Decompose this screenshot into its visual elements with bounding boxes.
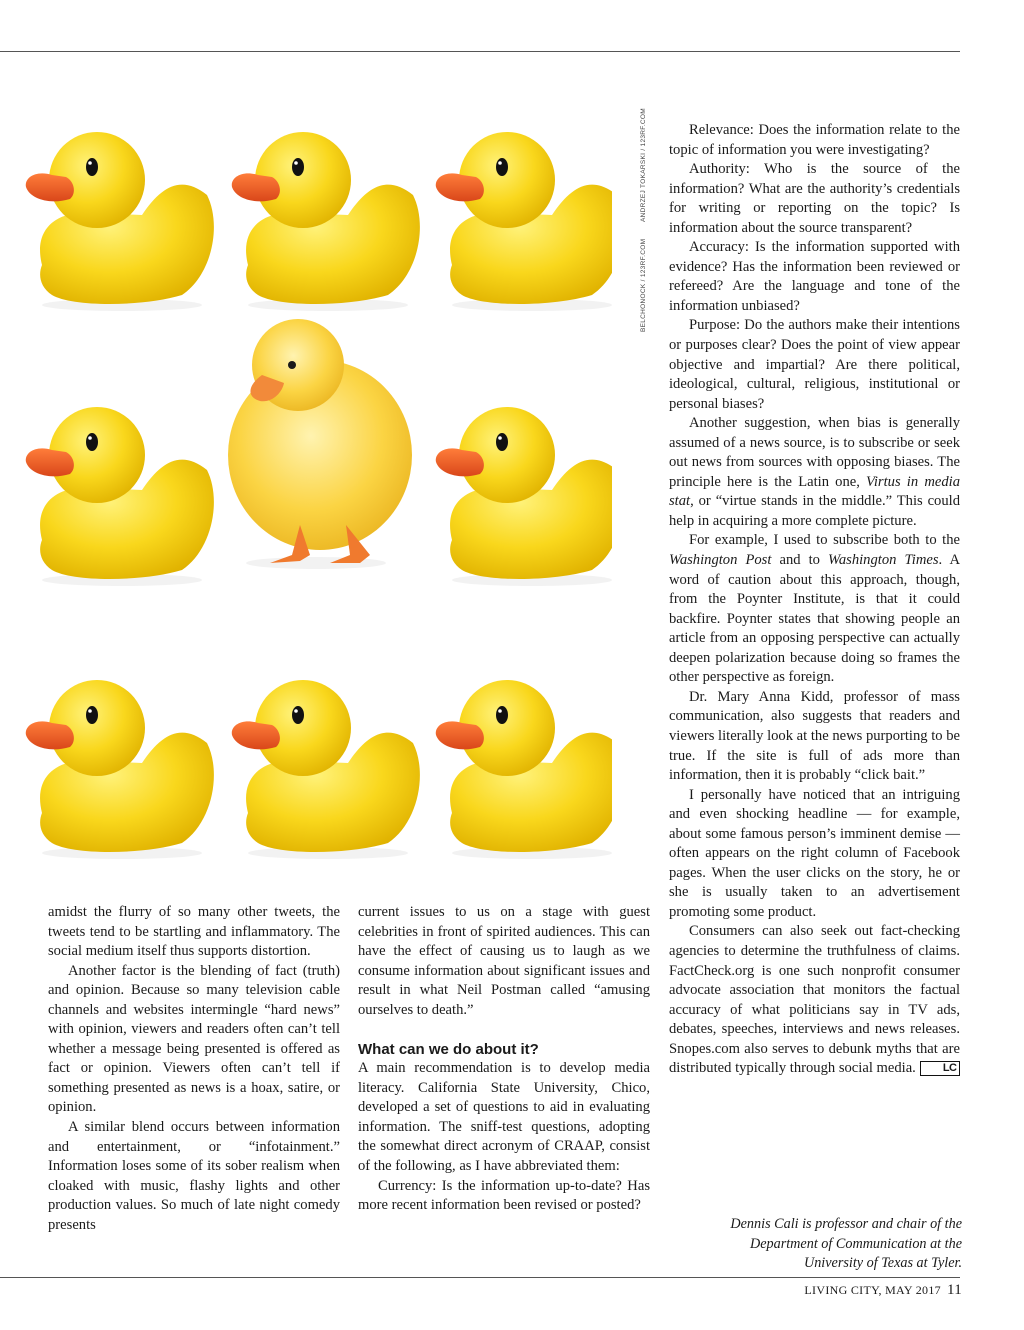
paragraph: Purpose: Do the authors make their intentions or purposes clear? Does the point of view appear objective and impartial? Are there political, ideological, cultural, religious, institutional or personal biases? xyxy=(669,317,960,412)
text-run: , or “virtue stands in the middle.” This could help in acquiring a more complete picture. xyxy=(669,493,960,529)
text-run: For example, I used to subscribe both to the xyxy=(689,532,960,549)
text-run: . A word of caution about this approach, though, from the Poynter Institute, is that it could backfire. Poynter states that showing people an article from an opposing perspective can actually deepen polarization because doing so frames the other perspective as foreign. xyxy=(669,552,960,686)
publication-name: Washington Post xyxy=(669,552,772,569)
article-column-3 xyxy=(669,121,960,1079)
paragraph: Currency: Is the information up-to-date? Has more recent information been revised or posted? xyxy=(358,1177,650,1214)
author-bio: Dennis Cali is professor and chair of the Department of Communication at the University of Texas at Tyler. xyxy=(730,1216,962,1271)
latin-phrase: Virtus in media stat xyxy=(669,473,960,510)
text-run: Consumers can also seek out fact-checking agencies to determine the truthfulness of claims. FactCheck.org is one such nonprofit consumer advocate association that monitors the factual accuracy of what politicians say in TV ads, debates, speeches, interviews and news releases. Snopes.com also serves to debunk myths that are distributed typically through social media. xyxy=(669,923,960,1077)
paragraph: Dr. Mary Anna Kidd, professor of mass communication, also suggests that readers and viewers literally look at the news purporting to be true. If the site is full of ads more than information, then it is probably “click bait.” xyxy=(669,688,960,784)
top-rule xyxy=(0,51,960,52)
publication-name: Washington Times xyxy=(828,552,939,569)
text-run: Another suggestion, when bias is generally assumed of a news source, is to subscribe or seek out news from sources with opposing biases. The principle here is the Latin one, xyxy=(669,415,960,490)
paragraph: Another factor is the blending of fact (truth) and opinion. Because so many television cable channels and websites intermingle “hard news” with opinion, viewers and readers often can’t tell whether a message being presented is offered as fact or opinion. Viewers often can’t tell if something presented as news is a hoax, satire, or opinion. xyxy=(48,962,340,1116)
end-mark-logo: LC xyxy=(920,1061,960,1076)
paragraph xyxy=(669,414,960,531)
page-number: 11 xyxy=(946,1282,962,1298)
article-column-1 xyxy=(48,903,340,1235)
paragraph: I personally have noticed that an intriguing and even shocking headline — for example, about some famous person’s imminent demise — often appears on the right column of Facebook pages. When the user clicks on the story, he or she is usually taken to an advertisement promoting some product. xyxy=(669,786,960,920)
page-footer xyxy=(700,1282,962,1299)
paragraph: Relevance: Does the information relate to the topic of information you were investigating? xyxy=(669,122,960,158)
section-heading: What can we do about it? xyxy=(358,1041,539,1059)
rubber-ducks-photo xyxy=(0,85,612,875)
paragraph: amidst the flurry of so many other tweets, the tweets tend to be startling and inflammatory. The social medium itself thus supports distortion. xyxy=(48,904,340,960)
magazine-issue: LIVING CITY, MAY 2017 xyxy=(804,1283,941,1297)
paragraph: Accuracy: Is the information supported with evidence? Has the information been reviewed or refereed? Are the language and tone of the information unbiased? xyxy=(669,239,960,314)
bottom-rule xyxy=(0,1277,960,1278)
paragraph xyxy=(669,922,960,1078)
paragraph: Authority: Who is the source of the information? What are the authority’s credentials for writing or reporting on the topic? Is information about the source transparent? xyxy=(669,161,960,236)
paragraph: current issues to us on a stage with guest celebrities in front of spirited audiences. This can have the effect of causing us to laugh as we consume information about significant issues and result in what Neil Postman called “amusing ourselves to death.” xyxy=(358,904,650,1018)
paragraph: A similar blend occurs between information and entertainment, or “infotainment.” Information loses some of its sober realism when cloaked with music, flashy lights and other production values. So much of late night comedy presents xyxy=(48,1119,340,1233)
paragraph: A main recommendation is to develop media literacy. California State University, Chico, developed a set of questions to aid in evaluating information. The sniff-test questions, adopting the somewhat direct acronym of CRAAP, consist of the following, as I have abbreviated them: xyxy=(358,1060,650,1175)
paragraph xyxy=(669,531,960,687)
text-run: and to xyxy=(771,552,829,569)
article-column-2 xyxy=(358,903,650,1216)
